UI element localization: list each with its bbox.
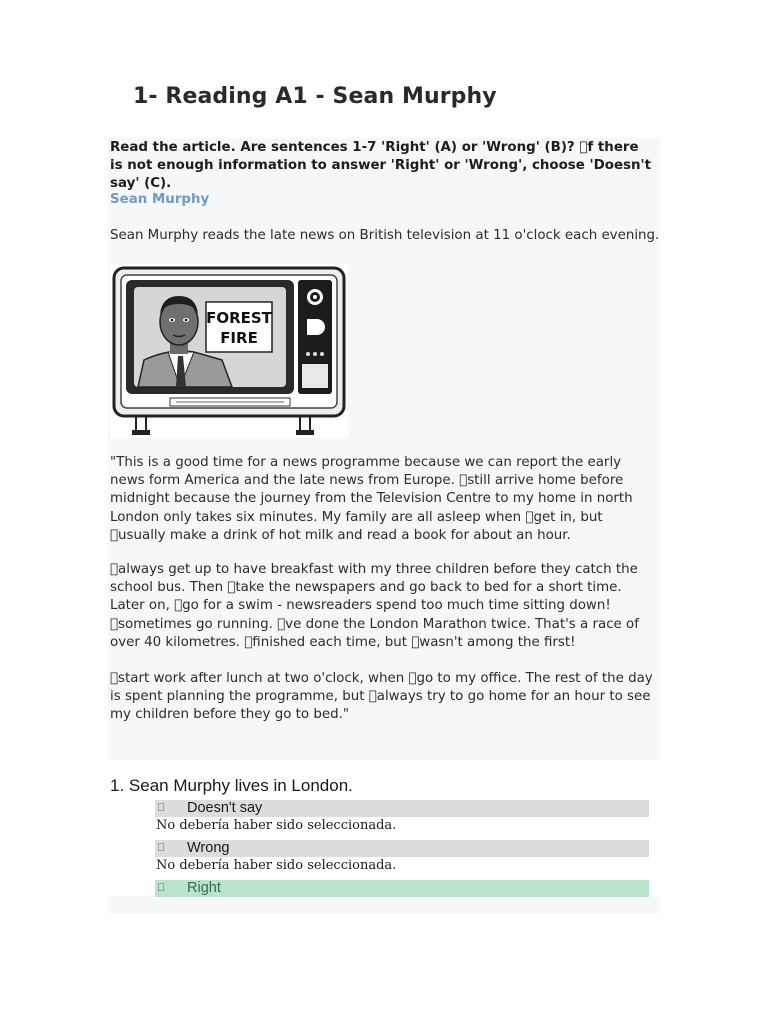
answer-feedback: No debería haber sido seleccionada. (156, 818, 397, 833)
checkbox-icon[interactable] (157, 840, 165, 857)
quiz-panel-footer (108, 896, 660, 913)
checkbox-icon[interactable] (157, 880, 165, 897)
tv-caption-line2: FIRE (220, 329, 258, 347)
answer-option-label: Doesn't say (187, 800, 263, 816)
checkbox-icon[interactable] (157, 800, 165, 817)
article-paragraph-2: always get up to have breakfast with my three children before they catch the school bus. Then take the newspapers and go back to bed for a short time. Later on, go for a swim - newsreaders spend too much time sitting down! sometimes go running. ve done the London Marathon twice. That's a race of over 40 kilometres. finished each time, but wasn't among the first! (110, 562, 653, 650)
page-title: 1- Reading A1 - Sean Murphy (133, 84, 497, 109)
answer-option-wrong[interactable] (155, 840, 649, 857)
question-1: 1. Sean Murphy lives in London. (110, 776, 353, 795)
answer-option-label: Right (187, 880, 221, 896)
answer-option-right[interactable] (155, 880, 649, 897)
article-paragraph-1: "This is a good time for a news programme because we can report the early news form America and the late news from Europe. still arrive home before midnight because the journey from the Television Centre to my home in north London only takes six minutes. My family are all asleep when get in, but usually make a drink of hot milk and read a book for about an hour. (110, 455, 647, 543)
article-paragraph-3: start work after lunch at two o'clock, when go to my office. The rest of the day is spent planning the programme, but always try to go home for an hour to see my children before they go to bed." (110, 671, 653, 723)
answer-option-doesnt-say[interactable] (155, 800, 649, 817)
instructions-text: Read the article. Are sentences 1-7 'Right' (A) or 'Wrong' (B)? f there is not enough information to answer 'Right' or 'Wrong', choose 'Doesn't say' (C). (110, 140, 648, 191)
answer-feedback: No debería haber sido seleccionada. (156, 858, 397, 873)
answer-option-label: Wrong (187, 840, 230, 856)
tv-news-illustration (110, 264, 348, 438)
tv-news-drawing (110, 264, 348, 438)
article-title: Sean Murphy (110, 192, 210, 207)
tv-caption-line1: FOREST (206, 309, 272, 327)
article-intro: Sean Murphy reads the late news on British television at 11 o'clock each evening. (110, 228, 660, 243)
